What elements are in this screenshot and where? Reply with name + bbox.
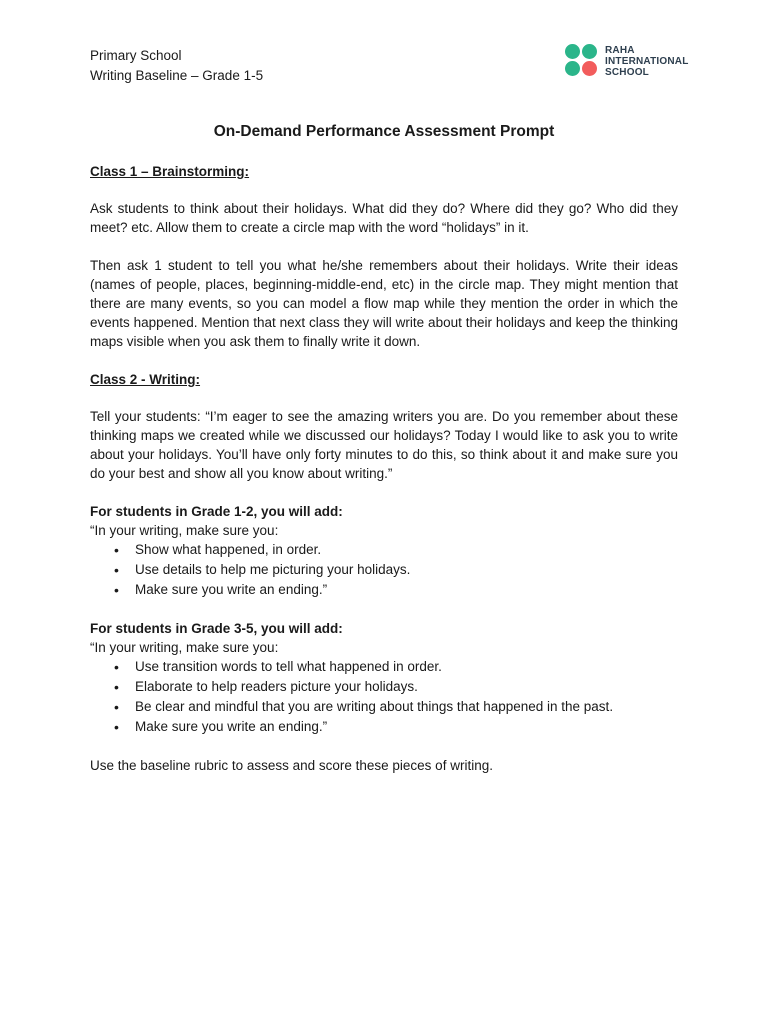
school-level-label: Primary School [90,48,182,63]
list-item: • Use transition words to tell what happened in order. [135,657,678,677]
document-body [90,120,678,794]
grade12-heading: For students in Grade 1-2, you will add: [90,504,343,519]
logo-text [605,45,689,78]
logo-dots-icon [565,44,599,78]
logo-dot-red-icon [582,61,597,76]
logo-dot-green-icon [565,61,580,76]
grade35-heading: For students in Grade 3-5, you will add: [90,621,343,636]
class1-paragraph-2: Then ask 1 student to tell you what he/she remembers about their holidays. Write their ideas (names of people, places, beginning-middle-end, etc) in the circle map. They might mention that there are many events, so you can model a flow map while they mention the order in which the events happened. Mention that next class they will write about their holidays and keep the thinking maps visible when you ask them to finally write it down. [90,258,678,349]
list-item: • Elaborate to help readers picture your holidays. [135,677,678,697]
class1-heading: Class 1 – Brainstorming: [90,164,250,179]
class1-paragraph-1: Ask students to think about their holidays. What did they do? Where did they go? Who did they meet? etc. Allow them to create a circle map with the word “holidays” in it. [90,201,678,235]
class2-heading: Class 2 - Writing: [90,372,201,387]
document-title: On-Demand Performance Assessment Prompt [213,123,555,140]
school-logo [565,44,689,78]
list-item: • Make sure you write an ending.” [135,717,678,737]
list-item: • Use details to help me picturing your holidays. [135,560,678,580]
logo-line-2: INTERNATIONAL [605,55,689,67]
grade35-intro: “In your writing, make sure you: [90,640,279,655]
grade12-intro: “In your writing, make sure you: [90,523,279,538]
baseline-label: Writing Baseline – Grade 1-5 [90,68,264,83]
page-header [90,46,263,86]
class2-paragraph-1: Tell your students: “I’m eager to see the amazing writers you are. Do you remember about these thinking maps we created while we discussed our holidays? Today I would like to ask you to write about your holidays. You’ll have only forty minutes to do this, so think about it and make sure you do your best and show all you know about writing.” [90,409,678,481]
list-item: • Show what happened, in order. [135,540,678,560]
logo-line-3: SCHOOL [605,66,649,78]
logo-line-1: RAHA [605,44,635,56]
closing-paragraph: Use the baseline rubric to assess and score these pieces of writing. [90,758,493,773]
grade35-list [90,657,678,737]
logo-dot-green-icon [582,44,597,59]
list-item: • Make sure you write an ending.” [135,580,678,600]
grade12-list [90,540,678,600]
list-item: • Be clear and mindful that you are writing about things that happened in the past. [135,697,678,717]
logo-dot-green-icon [565,44,580,59]
